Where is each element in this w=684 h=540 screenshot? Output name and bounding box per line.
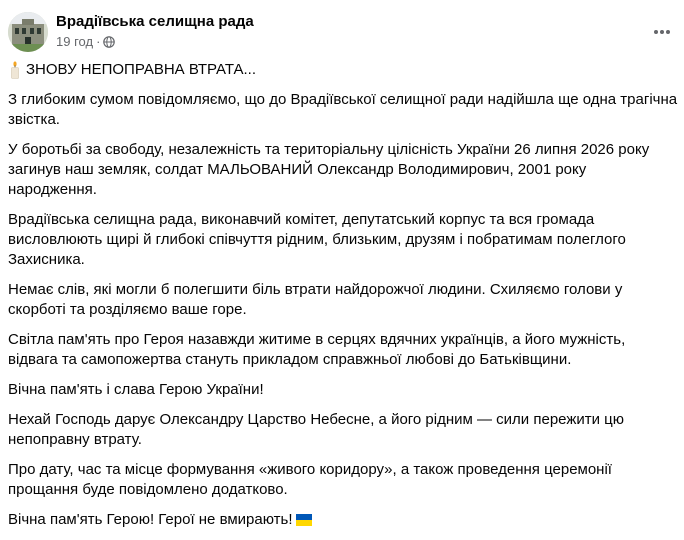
paragraph: Нехай Господь дарує Олександру Царство Небесне, а його рідним — сили пережити цю непоправну втрату. — [8, 411, 625, 448]
globe-icon[interactable] — [103, 36, 115, 48]
closing-paragraph — [8, 510, 678, 530]
paragraph: У боротьбі за свободу, незалежність та територіальну цілісність України 26 липня 2026 року загинув наш земляк, солдат МАЛЬОВАНИЙ Олександр Володимирович, 2001 року народження. — [8, 141, 650, 198]
post-timestamp[interactable]: 19 год — [56, 34, 94, 49]
paragraph: Врадіївська селищна рада, виконавчий комітет, депутатський корпус та вся громада висловлюють щирі й глибокі співчуття рідним, близьким, друзям і побратимам полеглого Захисника. — [8, 211, 626, 268]
meta-separator: · — [96, 34, 101, 49]
post-body — [8, 60, 678, 540]
candle-icon — [8, 61, 22, 79]
more-options-button[interactable] — [648, 22, 676, 42]
page-name-link[interactable]: Врадіївська селищна рада — [56, 13, 254, 30]
post-headline: ЗНОВУ НЕПОПРАВНА ВТРАТА... — [26, 61, 257, 78]
more-options-icon — [653, 29, 671, 35]
paragraph: Немає слів, які могли б полегшити біль втрати найдорожчої людини. Схиляємо голови у скорботі та розділяємо ваше горе. — [8, 281, 623, 318]
post-meta — [56, 34, 115, 49]
paragraph: З глибоким сумом повідомляємо, що до Врадіївської селищної ради надійшла ще одна трагічна звістка. — [8, 91, 678, 128]
page-avatar[interactable] — [8, 12, 48, 52]
paragraph: Вічна пам'ять і слава Герою України! — [8, 381, 264, 398]
building-photo-icon — [8, 12, 48, 52]
post-headline-row — [8, 60, 678, 80]
paragraph: Про дату, час та місце формування «живого коридору», а також проведення церемонії прощання буде повідомлено додатково. — [8, 461, 612, 498]
ukraine-flag-icon — [296, 514, 312, 526]
paragraph: Світла пам'ять про Героя назавжди житиме в серцях вдячних українців, а його мужність, відвага та самопожертва стануть прикладом справжньої любові до Батьківщини. — [8, 331, 626, 368]
closing-text: Вічна пам'ять Герою! Герої не вмирають! — [8, 511, 293, 528]
